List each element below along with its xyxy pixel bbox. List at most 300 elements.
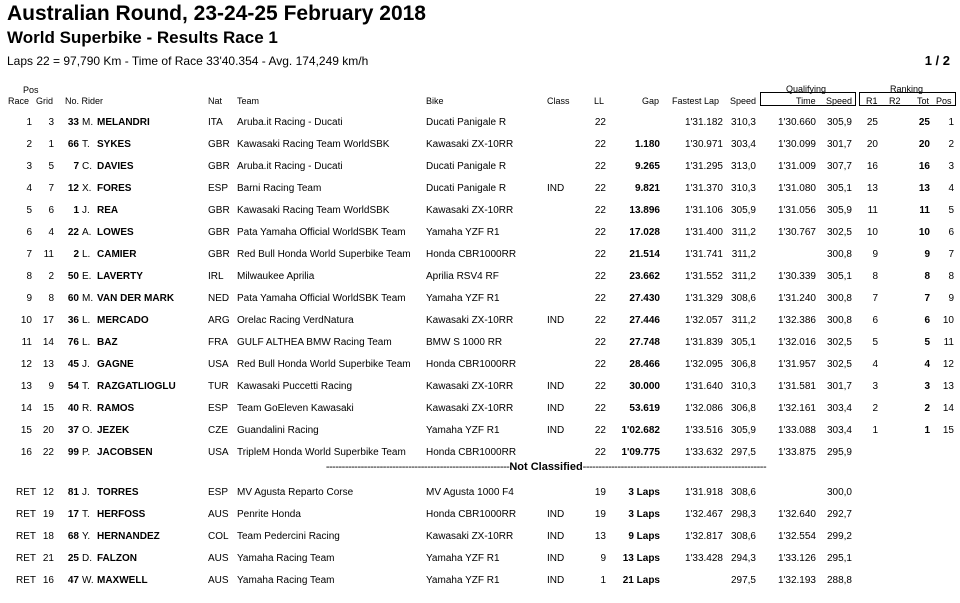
cell-grid: 3 [48,117,54,128]
cell-rpos: 8 [948,271,954,282]
col-ll: LL [594,96,605,106]
cell-grid: 19 [42,509,54,520]
cell-rpos: 6 [948,227,954,238]
cell-cls: IND [547,183,565,194]
cell-init: J. [82,487,90,498]
not-classified-label: Not Classified [509,461,583,473]
col-speed: Speed [730,96,757,106]
cell-r1: 20 [866,139,878,150]
cell-rpos: 12 [942,359,954,370]
cell-ll: 22 [594,293,606,304]
cell-qt: 1'31.056 [777,205,816,216]
cell-ll: 22 [594,315,606,326]
cell-spd: 311,2 [731,227,756,238]
cell-init: R. [82,403,92,414]
cell-init: P. [82,447,91,458]
cell-ll: 9 [600,553,606,564]
cell-spd: 308,6 [730,531,756,542]
cell-team: Milwaukee Aprilia [237,271,315,282]
cell-cls: IND [547,381,565,392]
cell-grid: 8 [48,293,54,304]
cell-nat: AUS [208,553,229,564]
cell-qs: 303,4 [826,403,852,414]
cell-tot: 10 [918,227,930,238]
cell-qt: 1'31.581 [777,381,816,392]
cell-race: 8 [26,271,32,282]
cell-gap: 27.446 [629,315,660,326]
cell-gap: 30.000 [629,381,660,392]
cell-ll: 13 [594,531,606,542]
cell-bike: Kawasaki ZX-10RR [426,403,514,414]
cell-nat: ESP [208,403,229,414]
cell-spd: 310,3 [730,117,756,128]
cell-team: Yamaha Racing Team [237,553,335,564]
cell-team: TripleM Honda World Superbike Team [237,447,406,458]
cell-r1: 1 [872,425,878,436]
col-ranking: Ranking [890,84,924,94]
cell-team: Kawasaki Racing Team WorldSBK [237,139,390,150]
cell-spd: 306,8 [730,359,756,370]
cell-ll: 19 [594,509,606,520]
cell-gap: 21 Laps [622,575,660,586]
cell-race: 7 [26,249,32,260]
cell-tot: 25 [918,117,930,128]
cell-team: Guandalini Racing [237,425,319,436]
cell-team: Yamaha Racing Team [237,575,335,586]
cell-nat: IRL [208,271,224,282]
cell-race: RET [16,487,36,498]
col-class: Class [547,96,570,106]
cell-name: HERFOSS [97,509,146,520]
cell-qs: 305,9 [826,117,852,128]
table-row [0,482,960,504]
cell-no: 47 [67,575,79,586]
cell-fl: 1'33.428 [684,553,723,564]
cell-init: X. [82,183,92,194]
separator-dashes-right: ---------------------------------------------------------- [582,461,767,473]
cell-gap: 23.662 [629,271,660,282]
cell-name: LAVERTY [97,271,143,282]
cell-qs: 300,8 [826,315,852,326]
cell-name: TORRES [97,487,139,498]
cell-rpos: 9 [948,293,954,304]
cell-ll: 22 [594,117,606,128]
table-row [0,526,960,548]
cell-grid: 21 [42,553,54,564]
cell-race: 3 [26,161,32,172]
cell-nat: AUS [208,575,229,586]
cell-r1: 6 [872,315,878,326]
cell-team: Team GoEleven Kawasaki [237,403,354,414]
cell-ll: 22 [594,227,606,238]
page-title: Australian Round, 23-24-25 February 2018 [7,2,426,25]
cell-team: MV Agusta Reparto Corse [237,487,354,498]
table-row [0,288,960,310]
cell-team: GULF ALTHEA BMW Racing Team [237,337,392,348]
cell-rpos: 13 [942,381,954,392]
cell-tot: 6 [924,315,930,326]
cell-gap: 9.821 [634,183,660,194]
cell-nat: COL [208,531,229,542]
cell-qs: 300,8 [826,293,852,304]
cell-fl: 1'31.295 [684,161,723,172]
table-row [0,244,960,266]
cell-race: 16 [20,447,32,458]
cell-init: L. [82,337,91,348]
cell-cls: IND [547,315,565,326]
cell-team: Aruba.it Racing - Ducati [237,117,343,128]
cell-tot: 13 [918,183,930,194]
cell-qs: 295,1 [826,553,852,564]
col-race: Race [8,96,30,106]
cell-spd: 305,9 [730,205,756,216]
cell-rpos: 14 [942,403,954,414]
cell-spd: 311,2 [731,271,756,282]
cell-cls: IND [547,553,565,564]
col-bike: Bike [426,96,444,106]
cell-bike: Yamaha YZF R1 [426,575,500,586]
cell-r1: 5 [872,337,878,348]
col-gap: Gap [642,96,660,106]
cell-bike: Honda CBR1000RR [426,509,517,520]
cell-nat: CZE [208,425,228,436]
cell-fl: 1'32.095 [684,359,723,370]
col-nat: Nat [208,96,223,106]
cell-grid: 14 [42,337,54,348]
cell-nat: NED [208,293,230,304]
cell-qs: 301,7 [826,381,852,392]
cell-name: JACOBSEN [97,447,153,458]
cell-race: RET [16,553,36,564]
cell-grid: 22 [42,447,54,458]
cell-no: 36 [67,315,79,326]
cell-team: Pata Yamaha Official WorldSBK Team [237,227,406,238]
cell-race: RET [16,575,36,586]
cell-team: Pata Yamaha Official WorldSBK Team [237,293,406,304]
cell-cls: IND [547,509,565,520]
cell-race: 9 [26,293,32,304]
cell-qs: 302,5 [826,359,852,370]
table-row [0,398,960,420]
cell-grid: 5 [48,161,54,172]
cell-r1: 16 [866,161,878,172]
cell-tot: 4 [924,359,930,370]
cell-rpos: 7 [948,249,954,260]
separator-dashes-left: ---------------------------------------------------------- [325,461,510,473]
cell-qs: 288,8 [826,575,852,586]
cell-r1: 9 [872,249,878,260]
col-tot: Tot [917,96,930,106]
cell-tot: 2 [924,403,930,414]
cell-nat: USA [208,359,229,370]
cell-gap: 9 Laps [628,531,660,542]
cell-gap: 13.896 [629,205,660,216]
cell-grid: 20 [42,425,54,436]
cell-name: BAZ [97,337,118,348]
cell-no: 60 [67,293,79,304]
cell-r1: 3 [872,381,878,392]
cell-grid: 9 [48,381,54,392]
cell-qt: 1'33.875 [777,447,816,458]
cell-qt: 1'32.386 [777,315,816,326]
cell-nat: AUS [208,509,229,520]
cell-r1: 2 [872,403,878,414]
cell-ll: 22 [594,205,606,216]
cell-spd: 303,4 [730,139,756,150]
cell-nat: ARG [208,315,230,326]
cell-grid: 6 [48,205,54,216]
cell-ll: 22 [594,381,606,392]
table-row [0,504,960,526]
cell-nat: TUR [208,381,229,392]
cell-gap: 28.466 [629,359,660,370]
cell-name: RAMOS [97,403,135,414]
cell-gap: 21.514 [629,249,660,260]
cell-race: 5 [26,205,32,216]
cell-bike: Ducati Panigale R [426,183,507,194]
cell-grid: 18 [42,531,54,542]
cell-race: 6 [26,227,32,238]
cell-fl: 1'32.467 [684,509,723,520]
cell-cls: IND [547,425,565,436]
cell-init: L. [82,315,91,326]
cell-bike: Yamaha YZF R1 [426,293,500,304]
cell-fl: 1'31.106 [684,205,723,216]
cell-qt: 1'30.339 [777,271,816,282]
cell-r1: 8 [872,271,878,282]
cell-grid: 2 [48,271,54,282]
cell-qt: 1'32.554 [777,531,816,542]
col-rpos: Pos [936,96,952,106]
cell-gap: 1'09.775 [621,447,660,458]
cell-fl: 1'31.640 [684,381,723,392]
not-classified-separator [245,461,847,473]
cell-fl: 1'31.839 [684,337,723,348]
cell-spd: 308,6 [730,487,756,498]
cell-spd: 313,0 [730,161,756,172]
cell-spd: 298,3 [730,509,756,520]
cell-cls: IND [547,403,565,414]
cell-fl: 1'31.370 [684,183,723,194]
col-grid: Grid [36,96,54,106]
cell-tot: 11 [919,205,930,216]
cell-rpos: 5 [948,205,954,216]
cell-fl: 1'32.817 [684,531,723,542]
cell-init: C. [82,161,92,172]
col-no-rider: No. Rider [65,96,104,106]
cell-fl: 1'32.086 [684,403,723,414]
cell-fl: 1'31.741 [684,249,723,260]
cell-spd: 308,6 [730,293,756,304]
cell-fl: 1'31.552 [684,271,723,282]
cell-name: MAXWELL [97,575,148,586]
cell-gap: 17.028 [629,227,660,238]
cell-no: 7 [73,161,79,172]
cell-nat: ESP [208,183,229,194]
cell-name: RAZGATLIOGLU [97,381,176,392]
cell-race: 11 [21,337,32,348]
table-row [0,156,960,178]
cell-grid: 7 [48,183,54,194]
cell-init: T. [82,509,90,520]
cell-bike: Yamaha YZF R1 [426,227,500,238]
cell-spd: 310,3 [730,381,756,392]
cell-race: 12 [20,359,32,370]
cell-init: J. [82,359,90,370]
cell-team: Team Pedercini Racing [237,531,340,542]
cell-team: Barni Racing Team [237,183,322,194]
cell-qs: 295,9 [826,447,852,458]
cell-name: GAGNE [97,359,134,370]
cell-ll: 22 [594,425,606,436]
col-pos: Pos [23,85,39,95]
cell-bike: Kawasaki ZX-10RR [426,531,514,542]
col-fastest-lap: Fastest Lap [672,96,720,106]
cell-team: Aruba.it Racing - Ducati [237,161,343,172]
cell-ll: 22 [594,447,606,458]
cell-grid: 15 [42,403,54,414]
cell-name: DAVIES [97,161,134,172]
cell-fl: 1'33.632 [684,447,723,458]
cell-nat: FRA [208,337,228,348]
cell-spd: 311,2 [731,249,756,260]
cell-name: MELANDRI [97,117,150,128]
cell-cls: IND [547,575,565,586]
col-q-time: Time [796,96,816,106]
col-q-speed: Speed [826,96,853,106]
cell-no: 33 [67,117,79,128]
cell-qs: 307,7 [826,161,852,172]
col-team: Team [237,96,260,106]
cell-rpos: 15 [942,425,954,436]
cell-r1: 7 [872,293,878,304]
cell-cls: IND [547,531,565,542]
cell-bike: Yamaha YZF R1 [426,425,500,436]
cell-r1: 4 [872,359,878,370]
cell-name: VAN DER MARK [97,293,175,304]
page-number: 1 / 2 [924,53,950,68]
cell-no: 22 [67,227,79,238]
cell-grid: 12 [42,487,54,498]
cell-qs: 299,2 [826,531,852,542]
cell-nat: GBR [208,205,230,216]
cell-qt: 1'32.193 [777,575,816,586]
cell-r1: 25 [866,117,878,128]
cell-fl: 1'31.400 [684,227,723,238]
cell-tot: 9 [924,249,930,260]
cell-name: MERCADO [97,315,149,326]
cell-gap: 53.619 [629,403,660,414]
cell-team: Red Bull Honda World Superbike Team [237,359,411,370]
cell-fl: 1'31.918 [684,487,723,498]
cell-gap: 13 Laps [622,553,660,564]
cell-ll: 22 [594,271,606,282]
cell-ll: 22 [594,249,606,260]
cell-gap: 27.748 [629,337,660,348]
cell-qs: 292,7 [826,509,852,520]
cell-bike: Ducati Panigale R [426,161,507,172]
cell-no: 37 [67,425,79,436]
cell-no: 76 [67,337,79,348]
table-row [0,332,960,354]
cell-qt: 1'31.009 [777,161,816,172]
cell-no: 54 [67,381,79,392]
cell-spd: 297,5 [730,447,756,458]
cell-tot: 3 [924,381,930,392]
cell-race: 1 [26,117,32,128]
cell-init: J. [82,205,90,216]
cell-nat: ITA [208,117,223,128]
cell-bike: Honda CBR1000RR [426,359,517,370]
cell-ll: 22 [594,161,606,172]
cell-tot: 16 [918,161,930,172]
cell-no: 66 [67,139,79,150]
cell-bike: MV Agusta 1000 F4 [426,487,514,498]
cell-spd: 311,2 [731,315,756,326]
cell-no: 81 [67,487,79,498]
cell-grid: 4 [48,227,54,238]
cell-rpos: 11 [943,337,954,348]
cell-init: D. [82,553,92,564]
cell-rpos: 1 [948,117,954,128]
cell-r1: 10 [866,227,878,238]
cell-r1: 13 [866,183,878,194]
cell-qt: 1'32.016 [777,337,816,348]
cell-grid: 1 [48,139,54,150]
table-row [0,134,960,156]
cell-name: LOWES [97,227,134,238]
cell-init: M. [82,293,94,304]
cell-name: JEZEK [97,425,130,436]
table-row [0,548,960,570]
cell-bike: Kawasaki ZX-10RR [426,205,514,216]
cell-spd: 306,8 [730,403,756,414]
cell-tot: 1 [924,425,930,436]
cell-race: 2 [26,139,32,150]
cell-race: RET [16,531,36,542]
table-row [0,354,960,376]
cell-bike: Honda CBR1000RR [426,447,517,458]
cell-qs: 302,5 [826,337,852,348]
col-r2: R2 [889,96,901,106]
cell-no: 12 [67,183,79,194]
cell-init: W. [82,575,94,586]
cell-name: SYKES [97,139,131,150]
cell-race: 4 [26,183,32,194]
cell-tot: 7 [924,293,930,304]
cell-name: REA [97,205,119,216]
cell-init: L. [82,249,91,260]
cell-ll: 22 [594,139,606,150]
cell-qs: 303,4 [826,425,852,436]
cell-qs: 302,5 [826,227,852,238]
cell-qt: 1'30.767 [777,227,816,238]
cell-nat: ESP [208,487,229,498]
cell-bike: BMW S 1000 RR [426,337,503,348]
cell-rpos: 3 [948,161,954,172]
cell-fl: 1'32.057 [684,315,723,326]
cell-spd: 310,3 [730,183,756,194]
cell-ll: 1 [600,575,606,586]
cell-fl: 1'33.516 [684,425,723,436]
cell-nat: GBR [208,249,230,260]
cell-gap: 3 Laps [628,509,660,520]
cell-name: HERNANDEZ [97,531,160,542]
cell-no: 50 [67,271,79,282]
cell-gap: 3 Laps [628,487,660,498]
cell-bike: Yamaha YZF R1 [426,553,500,564]
cell-bike: Honda CBR1000RR [426,249,517,260]
